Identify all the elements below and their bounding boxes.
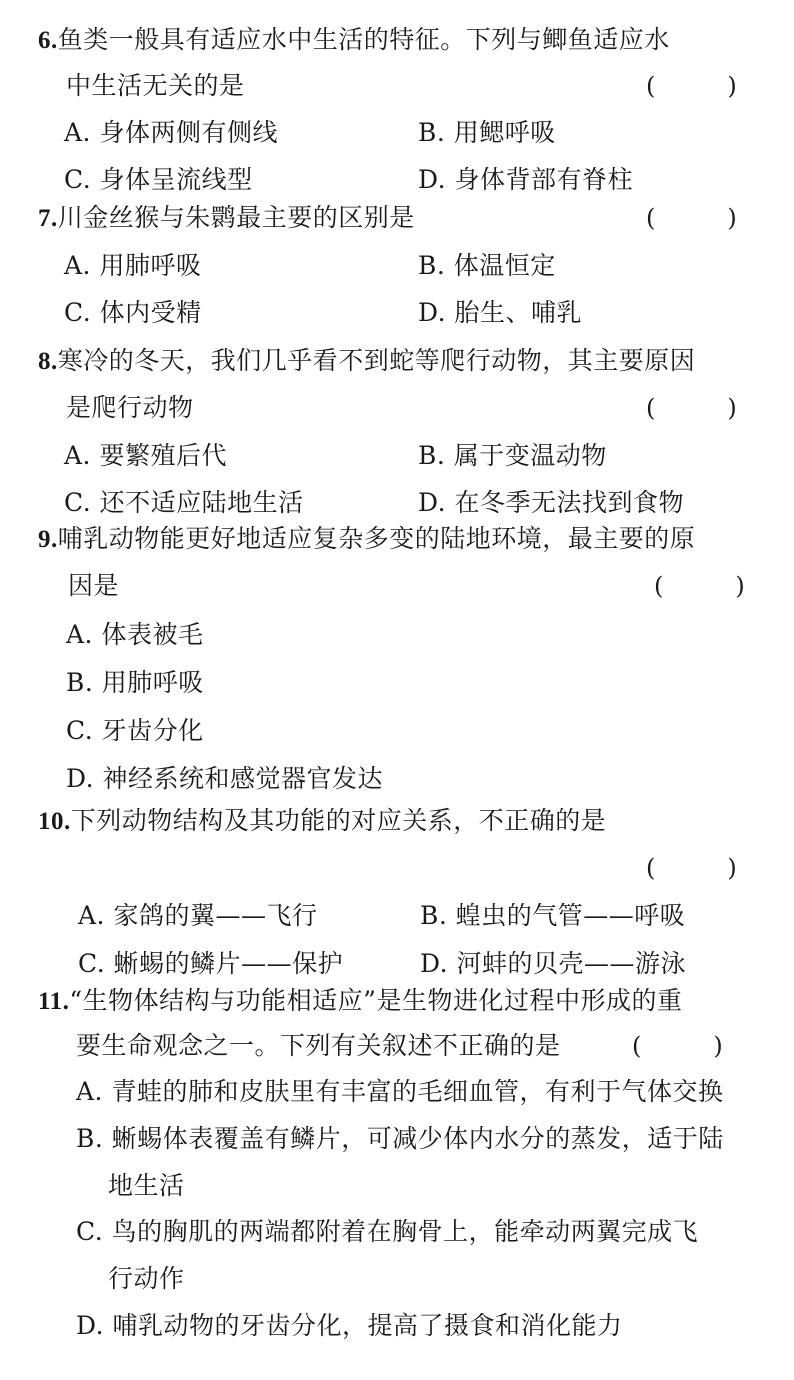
option-d: D. 哺乳动物的牙齿分化，提高了摄食和消化能力 — [76, 1311, 623, 1340]
option-b: B. 属于变温动物 — [418, 441, 607, 470]
option-d: D. 神经系统和感觉器官发达 — [66, 764, 384, 793]
option-c: C. 体内受精 — [64, 298, 202, 327]
question-8-stem-line-1: 8.寒冷的冬天，我们几乎看不到蛇等爬行动物，其主要原因 — [38, 346, 696, 375]
option-a: A. 青蛙的肺和皮肤里有丰富的毛细血管，有利于气体交换 — [76, 1077, 724, 1106]
option-a: A. 身体两侧有侧线 — [64, 118, 278, 147]
question-10-stem-line-1: 10.下列动物结构及其功能的对应关系，不正确的是 — [38, 806, 607, 835]
option-c: C. 牙齿分化 — [66, 716, 204, 745]
option-a: A. 体表被毛 — [66, 620, 204, 649]
question-6-stem-line-1: 6.鱼类一般具有适应水中生活的特征。下列与鲫鱼适应水 — [38, 25, 670, 54]
option-a: A. 要繁殖后代 — [64, 441, 227, 470]
question-11-stem-line-2: 要生命观念之一。下列有关叙述不正确的是 — [76, 1031, 561, 1060]
question-9-stem-line-1: 9.哺乳动物能更好地适应复杂多变的陆地环境，最主要的原 — [38, 524, 696, 553]
option-a: A. 用肺呼吸 — [64, 251, 202, 280]
option-b: B. 蜥蜴体表覆盖有鳞片，可减少体内水分的蒸发，适于陆 — [76, 1124, 724, 1153]
question-number: 6. — [38, 27, 58, 54]
question-8-stem-line-2: 是爬行动物 — [66, 393, 194, 422]
option-b: B. 用肺呼吸 — [66, 668, 204, 697]
option-c: C. 蜥蜴的鳞片——保护 — [78, 949, 344, 978]
option-d: D. 身体背部有脊柱 — [418, 165, 634, 194]
option-b: B. 体温恒定 — [418, 251, 556, 280]
question-7-stem-line-1: 7.川金丝猴与朱鹮最主要的区别是 — [38, 203, 415, 232]
answer-blank[interactable]: ( ) — [646, 204, 737, 232]
answer-blank[interactable]: ( ) — [632, 1032, 723, 1060]
question-11-stem-line-1: 11.“生物体结构与功能相适应”是生物进化过程中形成的重 — [38, 986, 683, 1015]
question-number: 8. — [38, 348, 58, 375]
question-number: 11. — [38, 988, 70, 1015]
question-number: 7. — [38, 205, 58, 232]
option-c: C. 身体呈流线型 — [64, 165, 253, 194]
answer-blank[interactable]: ( ) — [654, 572, 745, 600]
answer-blank[interactable]: ( ) — [646, 394, 737, 422]
option-b-continuation: 地生活 — [108, 1171, 185, 1200]
option-d: D. 胎生、哺乳 — [418, 298, 583, 327]
option-c-continuation: 行动作 — [108, 1264, 185, 1293]
question-9-stem-line-2: 因是 — [68, 571, 120, 600]
option-d: D. 在冬季无法找到食物 — [418, 488, 685, 517]
answer-blank[interactable]: ( ) — [646, 72, 737, 100]
option-c: C. 还不适应陆地生活 — [64, 488, 304, 517]
option-b: B. 蝗虫的气管——呼吸 — [420, 901, 686, 930]
option-d: D. 河蚌的贝壳——游泳 — [420, 949, 687, 978]
option-c: C. 鸟的胸肌的两端都附着在胸骨上，能牵动两翼完成飞 — [76, 1217, 699, 1246]
option-b: B. 用鳃呼吸 — [418, 118, 556, 147]
option-a: A. 家鸽的翼——飞行 — [78, 901, 318, 930]
question-6-stem-line-2: 中生活无关的是 — [66, 71, 245, 100]
question-number: 9. — [38, 526, 58, 553]
question-number: 10. — [38, 808, 71, 835]
answer-blank[interactable]: ( ) — [646, 854, 737, 882]
